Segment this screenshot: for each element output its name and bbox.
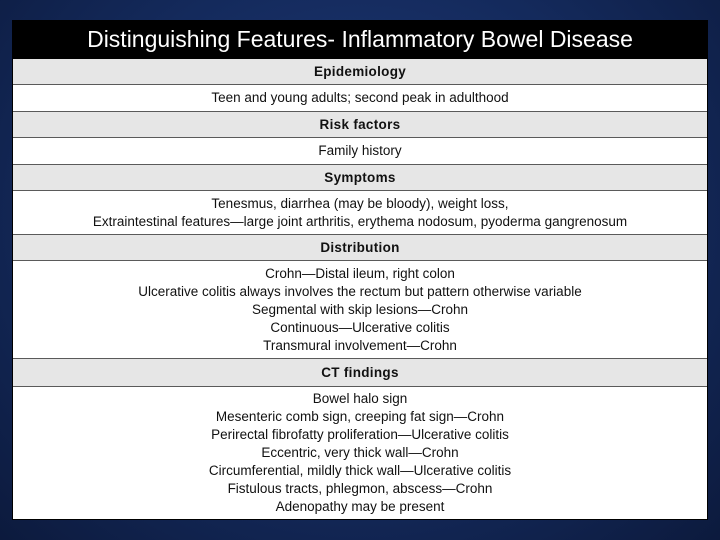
section-heading-epidemiology [13, 59, 707, 85]
section-line: Tenesmus, diarrhea (may be bloody), weight loss, [211, 195, 509, 211]
section-line: Ulcerative colitis always involves the rectum but pattern otherwise variable [138, 283, 582, 299]
section-body-symptoms [13, 191, 707, 235]
section-heading-risk-factors [13, 112, 707, 138]
section-body-distribution [13, 261, 707, 359]
section-line: Eccentric, very thick wall—Crohn [261, 445, 459, 460]
section-heading-label: Risk factors [319, 116, 401, 132]
section-body-ct-findings [13, 387, 707, 519]
section-line: Circumferential, mildly thick wall—Ulcerative colitis [208, 463, 512, 478]
section-body-risk-factors [13, 138, 707, 165]
section-heading-label: Symptoms [324, 169, 396, 185]
section-line: Transmural involvement—Crohn [263, 337, 457, 353]
features-table [12, 58, 708, 520]
section-line: Adenopathy may be present [275, 499, 445, 514]
section-line: Mesenteric comb sign, creeping fat sign—Crohn [215, 409, 505, 424]
section-line: Bowel halo sign [312, 391, 408, 406]
section-heading-label: CT findings [321, 364, 399, 380]
section-heading-distribution [13, 235, 707, 261]
slide-title: Distinguishing Features- Inflammatory Bowel Disease [12, 20, 708, 58]
section-line: Extraintestinal features—large joint arthritis, erythema nodosum, pyoderma gangrenosum [92, 213, 628, 229]
section-heading-ct-findings [13, 359, 707, 387]
section-heading-symptoms [13, 165, 707, 191]
section-heading-label: Epidemiology [313, 63, 407, 79]
section-heading-label: Distribution [320, 239, 400, 255]
section-line: Continuous—Ulcerative colitis [270, 319, 450, 335]
section-line: Fistulous tracts, phlegmon, abscess—Crohn [227, 481, 493, 496]
section-line: Perirectal fibrofatty proliferation—Ulcerative colitis [211, 427, 509, 442]
section-body-epidemiology [13, 85, 707, 112]
section-line: Segmental with skip lesions—Crohn [251, 301, 469, 317]
section-line: Teen and young adults; second peak in adulthood [211, 90, 509, 105]
section-line: Crohn—Distal ileum, right colon [265, 265, 455, 281]
section-line: Family history [318, 143, 402, 158]
